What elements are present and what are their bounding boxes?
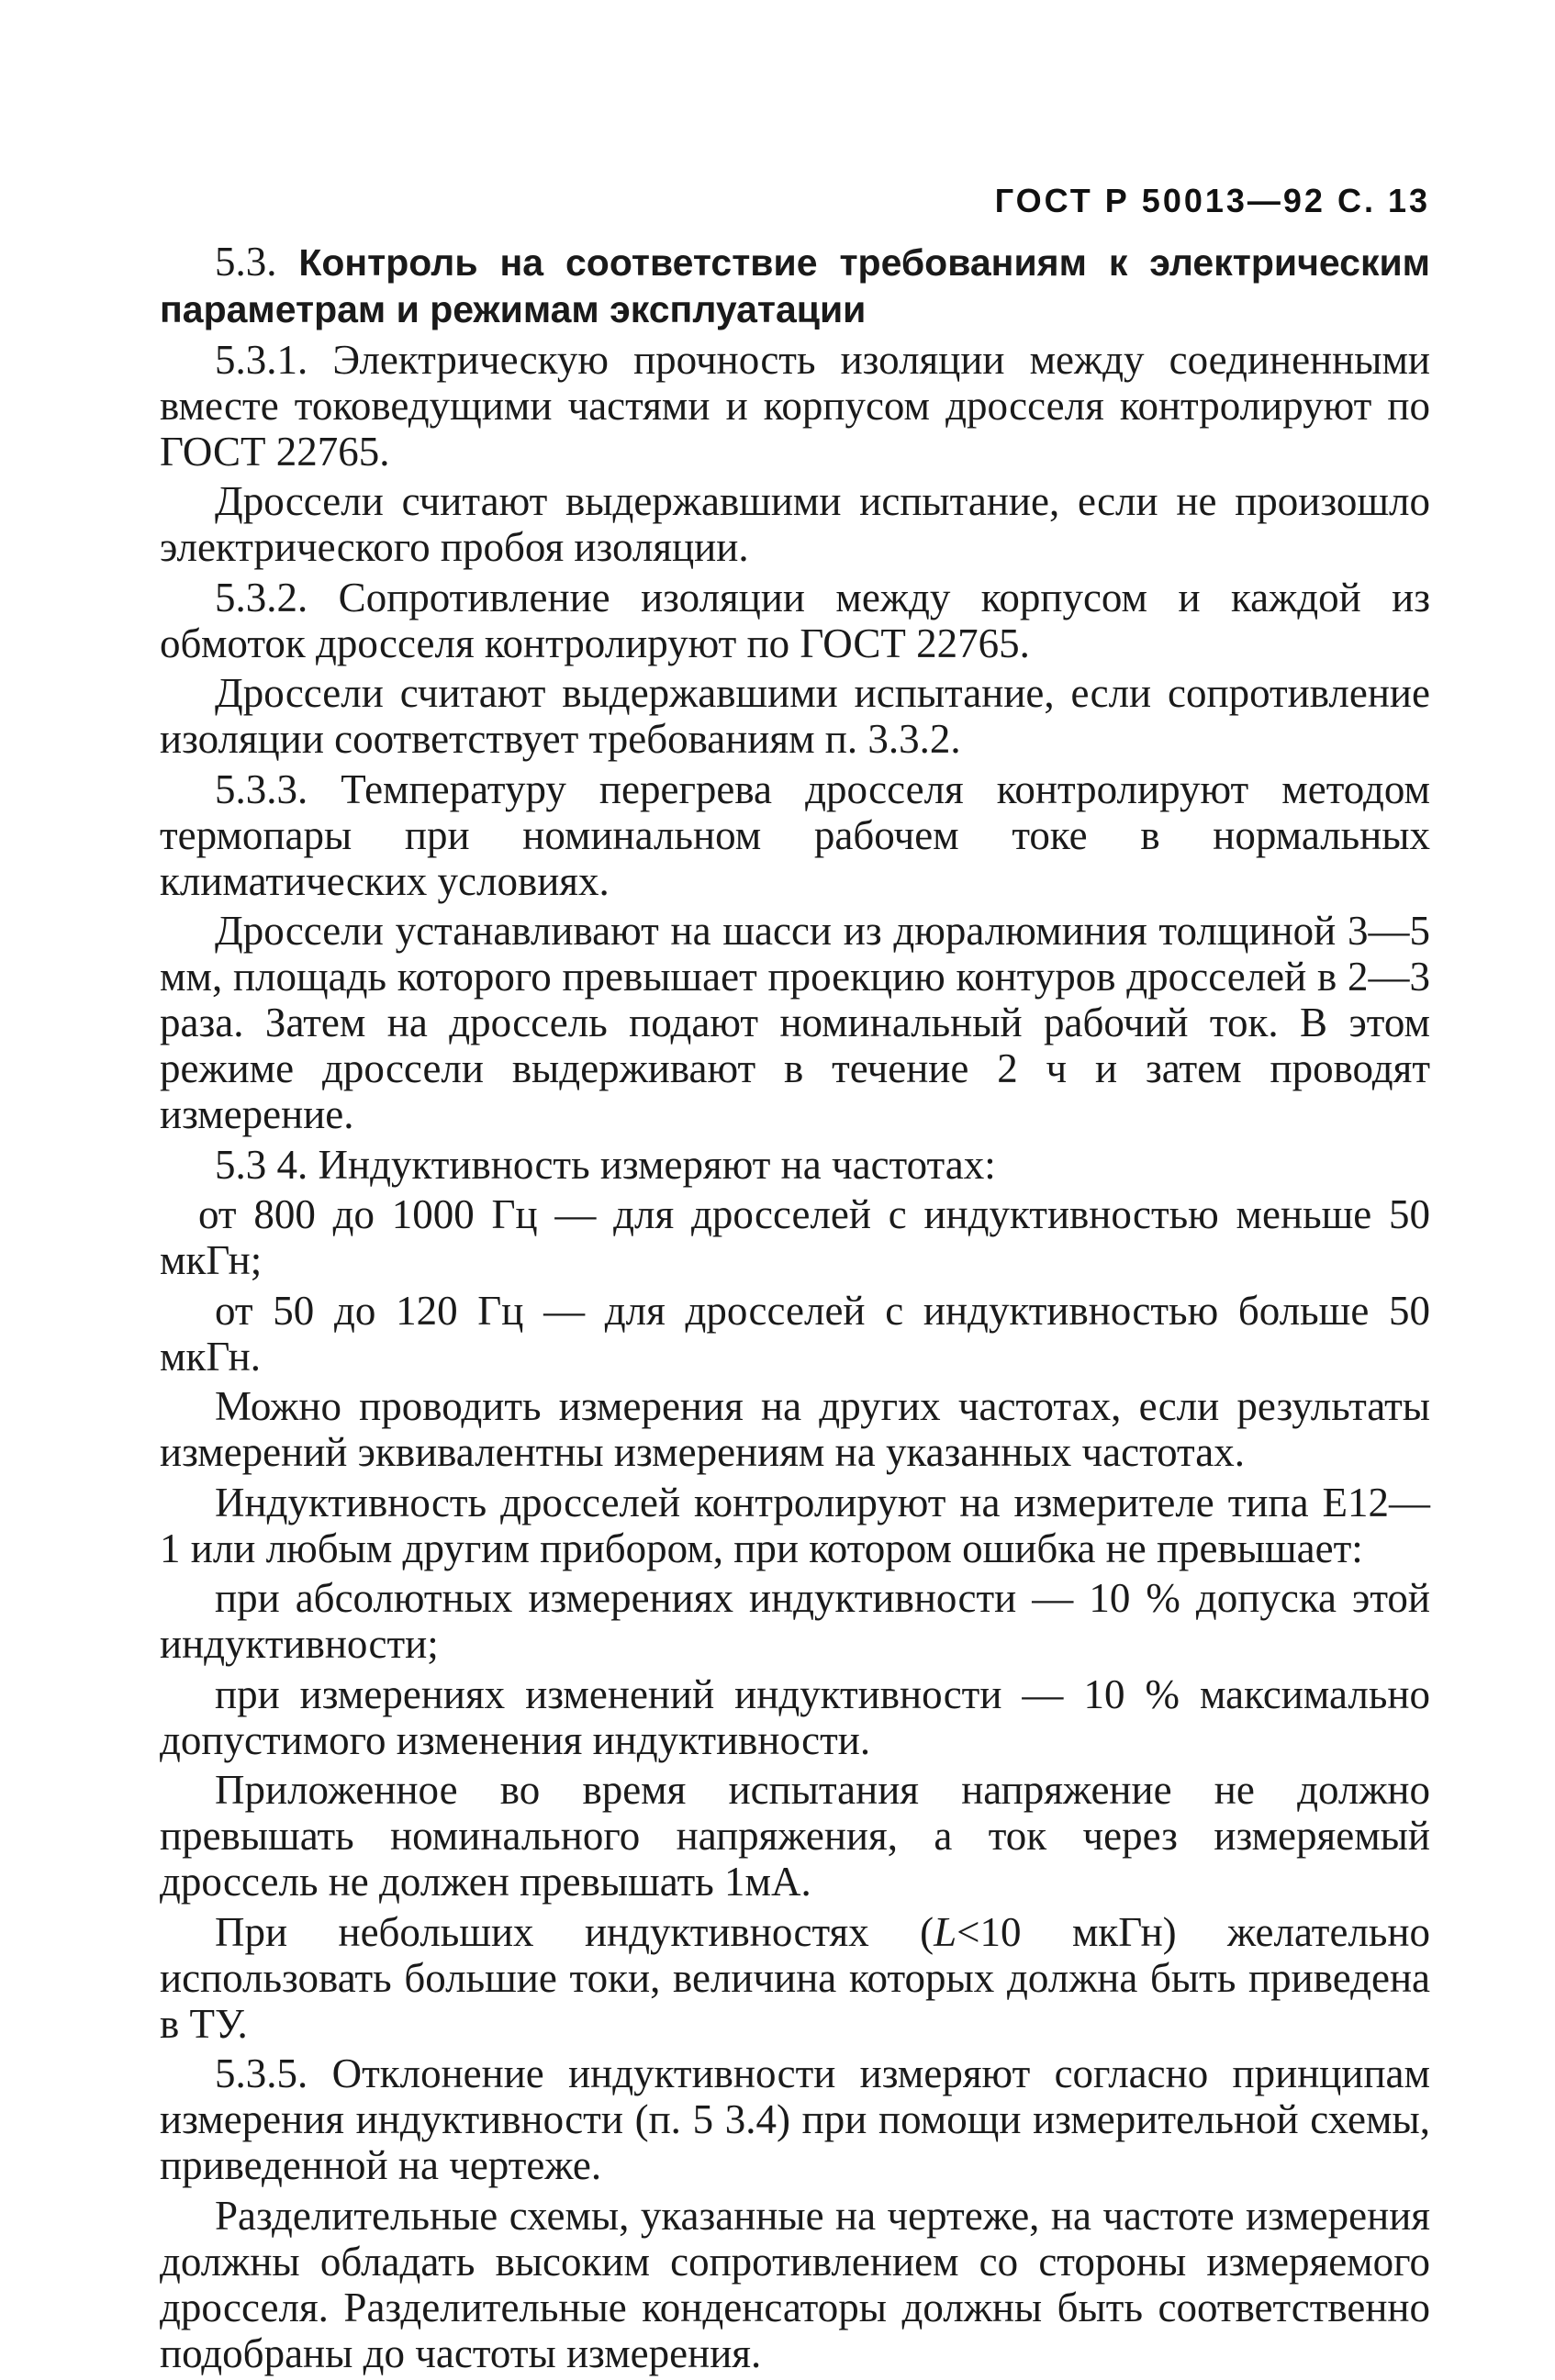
inductance-symbol: L [934,1908,957,1955]
paragraph-other-frequencies: Можно проводить измерения на других частотах, если результаты измерений эквивалентны измерениям на указанных частотах. [160,1383,1430,1475]
paragraph-5-3-1-result: Дроссели считают выдержавшими испытание, если не произошло электрического пробоя изоляции. [160,478,1430,570]
paragraph-5-3-2: 5.3.2. Сопротивление изоляции между корпусом и каждой из обмоток дросселя контролируют по ГОСТ 22765. [160,574,1430,666]
error-change-measurements: при измерениях изменений индуктивности — 10 % максимально допустимого изменения индуктивности. [160,1670,1430,1763]
section-number: 5.3. [215,239,277,285]
small-inductance-text-end: <10 мкГн) желательно использовать большие токи, величина которых должна быть приведена в ТУ. [160,1908,1430,2047]
paragraph-separating-circuits: Разделительные схемы, указанные на чертеже, на частоте измерения должны обладать высоким сопротивлением со стороны измеряемого дросселя. Разделительные конденсаторы должны быть соответственно подобраны до частоты измерения. [160,2192,1430,2376]
paragraph-5-3-3-procedure: Дроссели устанавливают на шасси из дюралюминия толщиной 3—5 мм, площадь которого превышает проекцию контуров дросселей в 2—3 раза. Затем на дроссель подают номинальный рабочий ток. В этом режиме дроссели выдерживают в течение 2 ч и затем проводят измерение. [160,908,1430,1137]
paragraph-5-3-1: 5.3.1. Электрическую прочность изоляции между соединенными вместе токоведущими частями и корпусом дросселя контролируют по ГОСТ 22765. [160,336,1430,475]
frequency-range-low-inductance: от 800 до 1000 Гц — для дросселей с индуктивностью меньше 50 мкГн; [160,1191,1430,1283]
page-body [160,239,1430,2380]
paragraph-applied-voltage: Приложенное во время испытания напряжение не должно превышать номинального напряжения, а ток через измеряемый дроссель не должен превышать 1мА. [160,1767,1430,1905]
paragraph-5-3-4: 5.3 4. Индуктивность измеряют на частотах: [215,1141,996,1188]
running-header: ГОСТ Р 50013—92 С. 13 [994,182,1430,219]
section-title: Контроль на соответствие требованиям к электрическим параметрам и режимам эксплуатации [160,241,1431,330]
paragraph-measuring-instrument: Индуктивность дросселей контролируют на измерителе типа Е12—1 или любым другим прибором, при котором ошибка не превышает: [160,1479,1430,1571]
paragraph-small-inductance [160,1909,1430,2047]
section-heading [160,239,1430,332]
error-absolute-measurements: при абсолютных измерениях индуктивности — 10 % допуска этой индуктивности; [160,1575,1430,1667]
paragraph-5-3-2-result: Дроссели считают выдержавшими испытание, если сопротивление изоляции соответствует требованиям п. 3.3.2. [160,670,1430,762]
small-inductance-text-start: При небольших индуктивностях ( [215,1908,934,1955]
paragraph-5-3-5: 5.3.5. Отклонение индуктивности измеряют согласно принципам измерения индуктивности (п. 5 3.4) при помощи измерительной схемы, приведенной на чертеже. [160,2050,1430,2188]
paragraph-5-3-3: 5.3.3. Температуру перегрева дросселя контролируют методом термопары при номинальном рабочем токе в нормальных климатических условиях. [160,765,1430,904]
frequency-range-high-inductance: от 50 до 120 Гц — для дросселей с индуктивностью больше 50 мкГн. [160,1287,1430,1380]
